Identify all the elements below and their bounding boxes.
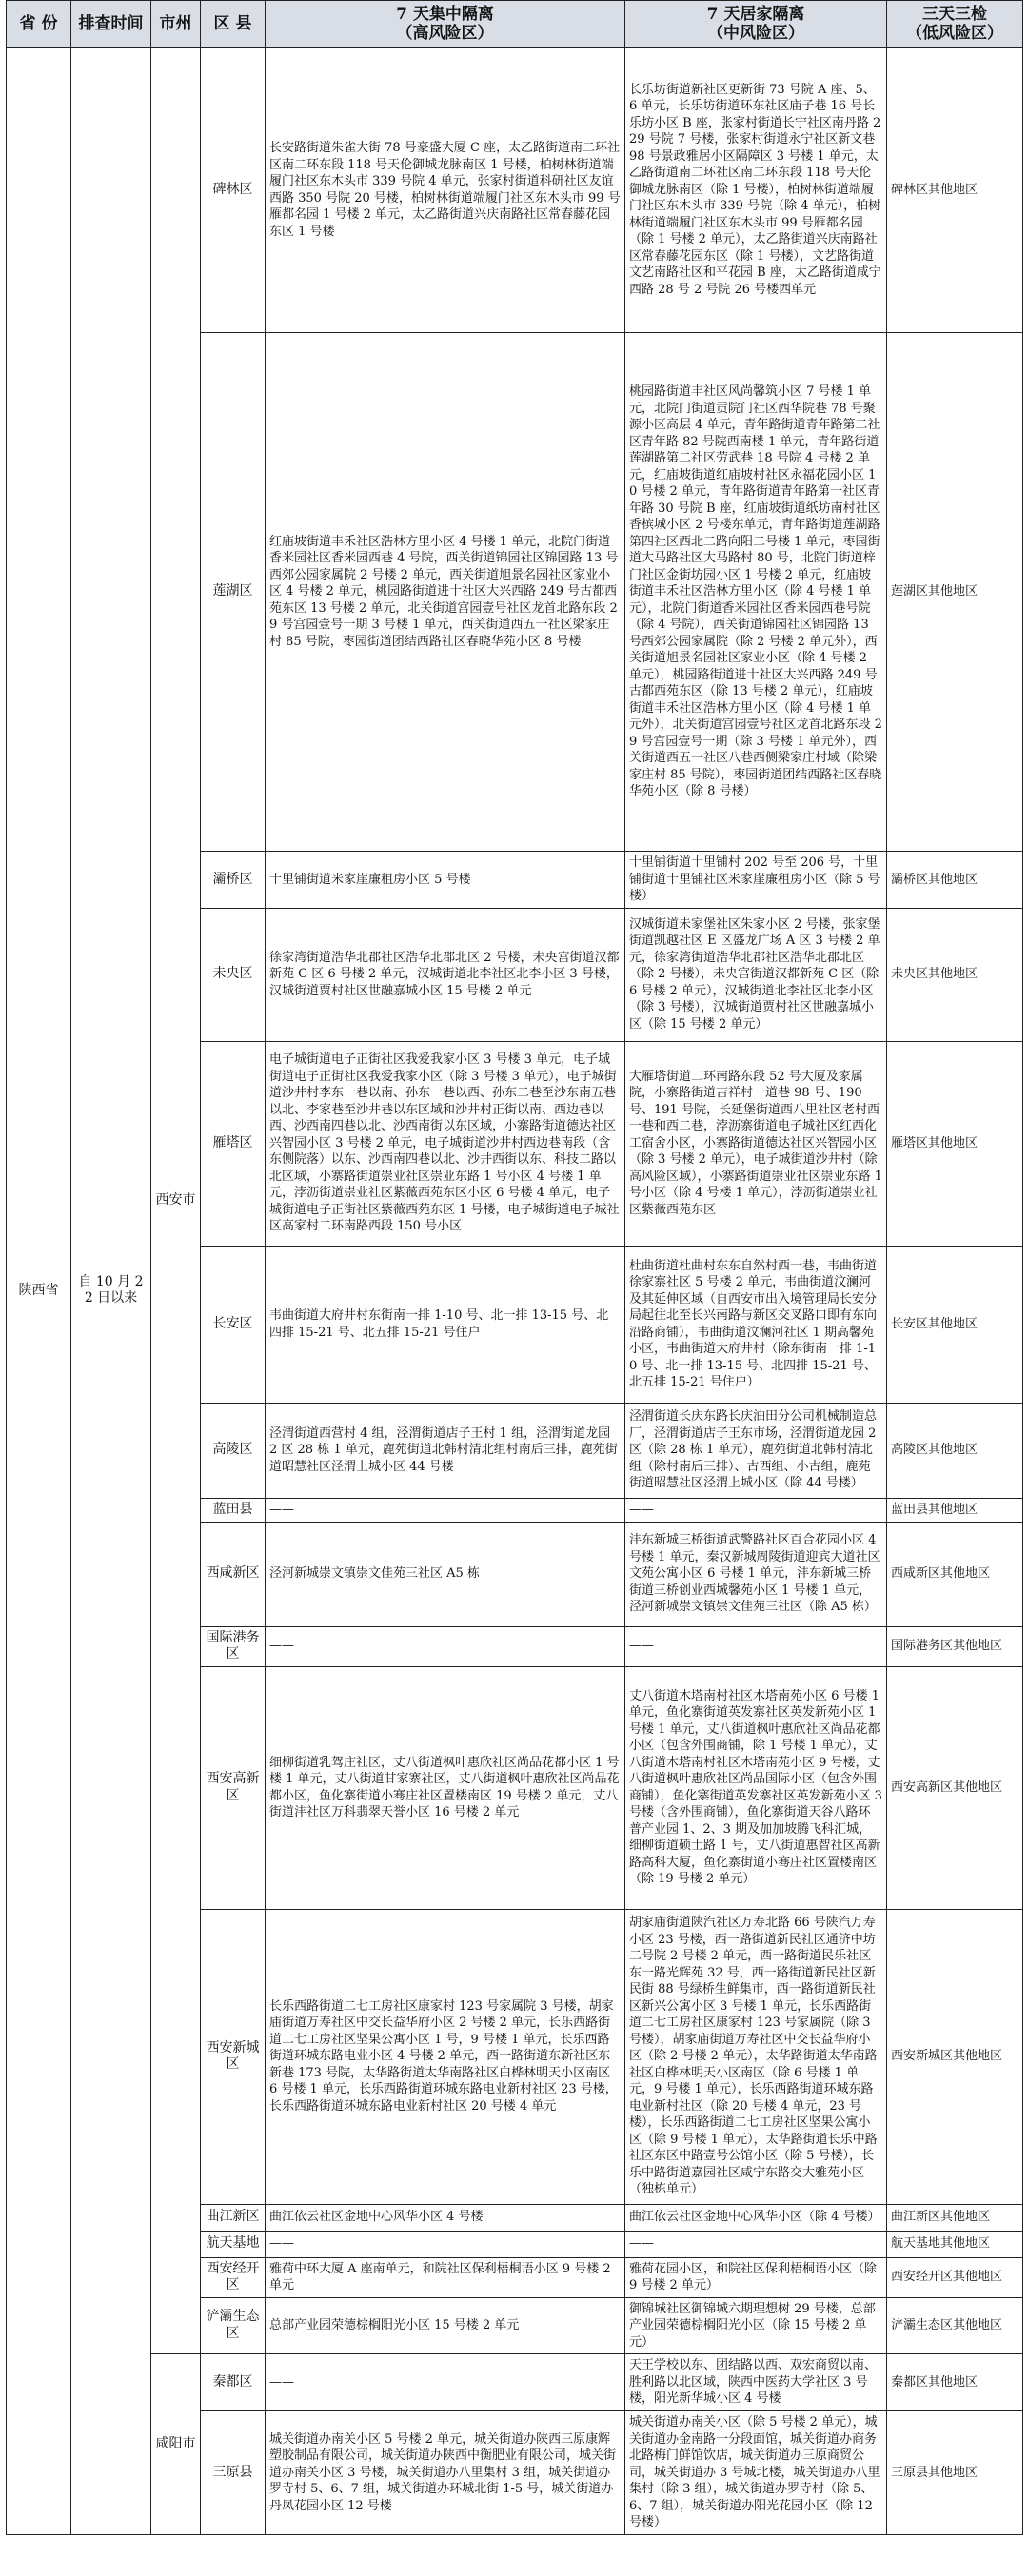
risk-area-table: [6, 0, 1023, 2535]
mid-risk-cell: 沣东新城三桥街道武警路社区百合花园小区 4 号楼 1 单元，秦汉新城周陵街道迎宾大道社区文苑公寓小区 6 号楼 1 单元，沣东新城三桥街道三桥创业西城馨苑小区 1 号楼 1 单元，泾河新城崇文镇崇文佳苑三社区（除 A5 栋）: [625, 1522, 887, 1626]
high-risk-cell: 曲江依云社区金地中心风华小区 4 号楼: [266, 2204, 625, 2231]
time-cell: 自 10 月 22 日以来: [71, 48, 151, 2535]
mid-risk-cell: 大雁塔街道二环南路东段 52 号大厦及家属院，小寨路街道吉祥村一道巷 98 号、190 号、191 号院，长延堡街道西八里社区老村西一巷和西二巷，浡沥寨街道电子城社区红西化工宿舍小区，小寨路街道德达社区兴智园小区（除 3 号楼 2 单元），电子城街道沙井村（除高风险区域），小寨路街道崇业社区崇业东路 1 号小区（除 4 号楼 1 单元），浡沥街道崇业社区紫薇西苑东区: [625, 1041, 887, 1246]
header-low-risk-line1: 三天三检: [922, 5, 987, 24]
page: [6, 0, 1022, 2535]
mid-risk-cell: ——: [625, 2231, 887, 2257]
header-high-risk: [266, 1, 625, 48]
mid-risk-cell: 汉城街道未家堡社区朱家小区 2 号楼，张家堡街道凯越社区 E 区盛龙广场 A 区 3 号楼 2 单元，徐家湾街道浩华北郡社区浩华北郡北区（除 2 号楼），未央宫街道汉都新苑 C 区（除 6 号楼 2 单元），汉城街道北李社区北李小区（除 3 号楼），汉城街道贾村社区世融嘉城小区（除 15 号楼 2 单元）: [625, 908, 887, 1041]
mid-risk-cell: 丈八街道木塔南村社区木塔南苑小区 6 号楼 1 单元，鱼化寨街道英发寨社区英发新苑小区 1 号楼 1 单元，丈八街道枫叶惠欣社区尚品花都小区（包含外围商铺，除 1 号楼 1 单元），丈八街道木塔南村社区木塔南苑小区 9 号楼，丈八街道枫叶惠欣社区尚品国际小区（包含外围商铺），鱼化寨街道英发寨社区英发新苑小区 3 号楼（含外围商铺），鱼化寨街道天谷八路环普产业园 1、2、3 期及加加坡腾飞科汇城，细柳街道硕士路 1 号，丈八街道惠智社区高新路高科大厦，鱼化寨街道小骞庄社区置楼南区（除 19 号楼 2 单元）: [625, 1666, 887, 1909]
mid-risk-cell: 胡家庙街道陕汽社区万寿北路 66 号陕汽万寿小区 23 号楼，西一路街道新民社区通济中坊二号院 2 号楼 2 单元，西一路街道民乐社区东一路光辉苑 32 号，西一路街道新民社区新民街 88 号绿桥生鲜集市，西一路街道新民社区新兴公寓小区 3 号楼 1 单元，长乐西路街道二七工房社区康家村 123 号家属院（除 3 号楼），胡家庙街道万寿社区中交长益华府小区（除 2 号楼 2 单元），太华路街道太华南路社区白桦林明天小区南区（除 6 号楼 1 单元，9 号楼 1 单元），长乐西路街道环城东路电业新村社区（除 20 号楼 4 单元，23 号楼），长乐西路街道二七工房社区坚果公寓小区（除 9 号楼 1 单元），太华路街道长乐中路社区东区中路壹号公馆小区（除 5 号楼），长乐中路街道嘉园社区咸宁东路交大雅苑小区（独栋单元）: [625, 1909, 887, 2204]
low-risk-cell: 碑林区其他地区: [887, 48, 1023, 333]
high-risk-cell: 长乐西路街道二七工房社区康家村 123 号家属院 3 号楼，胡家庙街道万寿社区中交长益华府小区 2 号楼 2 单元，长乐西路街道二七工房社区坚果公寓小区 1 号，9 号楼 1 单元，长乐西路街道环城东路电业小区 4 号楼 2 单元，西一路街道东新社区东新巷 173 号院，太华路街道太华南路社区白桦林明天小区南区 6 号楼 1 单元，长乐西路街道环城东路电业新村社区 23 号楼，长乐西路街道环城东路电业新村社区 20 号楼 4 单元: [266, 1909, 625, 2204]
mid-risk-cell: ——: [625, 1498, 887, 1522]
mid-risk-cell: 御锦城社区御锦城六期理想树 29 号楼，总部产业园荣德棕榈阳光小区（除 15 号楼 2 单元）: [625, 2297, 887, 2354]
header-city: 市州: [151, 1, 201, 48]
mid-risk-cell: 长乐坊街道新社区更新街 73 号院 A 座、5、6 单元，长乐坊街道环东社区庙子巷 16 号长乐坊小区 B 座，张家村街道长宁社区南丹路 229 号院 7 号楼，张家村街道永宁社区新文巷 98 号景政雅居小区隔障区 3 号楼 1 单元，太乙路街道南二环社区南二环东段 118 号天伦御城龙脉南区（除 1 号楼），柏树林街道端履门社区东木头市 339 号院（除 4 单元），柏树林街道端履门社区东木头市 99 号雁都名园（除 1 号楼 2 单元），太乙路街道兴庆南路社区常春藤花园东区（除 1 号楼），文艺路街道文艺南路社区和平花园 B 座，太乙路街道咸宁西路 28 号 2 号院 26 号楼西单元: [625, 48, 887, 333]
table-row: [7, 48, 1023, 333]
header-high-risk-line1: 7 天集中隔离: [396, 5, 494, 24]
district-cell: 浐灞生态区: [201, 2297, 266, 2354]
header-mid-risk: [625, 1, 887, 48]
high-risk-cell: 十里铺街道米家崖廉租房小区 5 号楼: [266, 852, 625, 909]
high-risk-cell: 泾渭街道西营村 4 组，泾渭街道店子王村 1 组，泾渭街道龙园 2 区 28 栋 1 单元，鹿苑街道北韩村清北组村南后三排，鹿苑街道昭慧社区泾渭上城小区 44 号楼: [266, 1403, 625, 1498]
district-cell: 秦都区: [201, 2354, 266, 2411]
low-risk-cell: 高陵区其他地区: [887, 1403, 1023, 1498]
low-risk-cell: 西咸新区其他地区: [887, 1522, 1023, 1626]
high-risk-cell: 细柳街道乳驾庄社区，丈八街道枫叶惠欣社区尚品花都小区 1 号楼 1 单元，丈八街道甘家寨社区，丈八街道枫叶惠欣社区尚品花都小区，鱼化寨街道小骞庄社区置楼南区 19 号楼 2 单元，丈八街道沣社区万科翡翠天誉小区 16 号楼 2 单元: [266, 1666, 625, 1909]
district-cell: 碑林区: [201, 48, 266, 333]
header-low-risk-line2: （低风险区）: [906, 24, 1003, 43]
mid-risk-cell: 桃园路街道丰社区风尚馨筑小区 7 号楼 1 单元，北院门街道贡院门社区西华院巷 78 号聚源小区高层 4 单元，青年路街道青年路第二社区青年路 82 号院西南楼 1 单元，青年路街道莲湖路第二社区劳武巷 18 号院 4 号楼 2 单元，红庙坡街道红庙坡村社区永福花园小区 10 号楼 2 单元，青年路街道青年路第一社区青年路 30 号院 B 座，红庙坡街道纸坊南村社区香槟城小区 2 号楼东单元，青年路街道莲湖路第四社区西北二路向阳二号楼 1 单元，枣园街道大马路社区大马路村 80 号，北院门街道梓门社区金街坊园小区 1 号楼 2 单元，红庙坡街道丰禾社区浩林方里小区（除 4 号楼 1 单元），北院门街道香米园社区香米园西巷号院（除 4 号院），西关街道锦园社区锦园路 13 号西郊公园家属院（除 2 号楼 2 单元外），西关街道旭景名园社区家业小区（除 4 号楼 2 单元），桃园路街道进十社区大兴西路 249 号古都西苑东区（除 13 号楼 2 单元），红庙坡街道丰禾社区浩林方里小区（除 4 号楼 1 单元外），北关街道宫园壹号社区龙首北路东段 29 号宫园壹号一期（除 3 号楼 1 单元外），西关街道西五一社区八巷西侧梁家庄村域（除梁家庄村 85 号院），枣园街道团结西路社区春晓华苑小区（除 8 号楼）: [625, 333, 887, 852]
low-risk-cell: 莲湖区其他地区: [887, 333, 1023, 852]
district-cell: 灞桥区: [201, 852, 266, 909]
header-district: 区 县: [201, 1, 266, 48]
district-cell: 雁塔区: [201, 1041, 266, 1246]
low-risk-cell: 航天基地其他地区: [887, 2231, 1023, 2257]
high-risk-cell: 雅荷中环大厦 A 座南单元，和院社区保利梧桐语小区 9 号楼 2 单元: [266, 2257, 625, 2297]
district-cell: 未央区: [201, 908, 266, 1041]
district-cell: 高陵区: [201, 1403, 266, 1498]
mid-risk-cell: 城关街道办南关小区（除 5 号楼 2 单元），城关街道办金南路一分段面馆，城关街道办商务北路梅门鲜馆饮店，城关街道办三原商贸公司，城关街道办 3 号城北楼，城关街道办八里集村（除 3 组），城关街道办罗寺村（除 5、6、7 组），城关街道办阳光花园小区（除 12 号楼）: [625, 2411, 887, 2535]
mid-risk-cell: 曲江依云社区金地中心风华小区（除 4 号楼）: [625, 2204, 887, 2231]
header-high-risk-line2: （高风险区）: [396, 24, 494, 43]
header-time: 排查时间: [71, 1, 151, 48]
low-risk-cell: 长安区其他地区: [887, 1246, 1023, 1403]
high-risk-cell: 城关街道办南关小区 5 号楼 2 单元，城关街道办陕西三原康辉塑胶制品有限公司，城关街道办陕西中衡肥业有限公司，城关街道办南关小区 3 号楼，城关街道办八里集村 3 组，城关街道办罗寺村 5、6、7 组，城关街道办环城北街 1-5 号，城关街道办丹凤花园小区 12 号楼: [266, 2411, 625, 2535]
low-risk-cell: 西安经开区其他地区: [887, 2257, 1023, 2297]
low-risk-cell: 曲江新区其他地区: [887, 2204, 1023, 2231]
district-cell: 国际港务区: [201, 1626, 266, 1666]
table-row: [7, 2354, 1023, 2411]
low-risk-cell: 灞桥区其他地区: [887, 852, 1023, 909]
district-cell: 西安高新区: [201, 1666, 266, 1909]
high-risk-cell: ——: [266, 1626, 625, 1666]
mid-risk-cell: ——: [625, 1626, 887, 1666]
low-risk-cell: 雁塔区其他地区: [887, 1041, 1023, 1246]
district-cell: 西咸新区: [201, 1522, 266, 1626]
low-risk-cell: 秦都区其他地区: [887, 2354, 1023, 2411]
district-cell: 航天基地: [201, 2231, 266, 2257]
district-cell: 莲湖区: [201, 333, 266, 852]
district-cell: 三原县: [201, 2411, 266, 2535]
high-risk-cell: ——: [266, 1498, 625, 1522]
high-risk-cell: 电子城街道电子正街社区我爱我家小区 3 号楼 3 单元，电子城街道电子正街社区我爱我家小区（除 3 号楼 3 单元），电子城街道沙井村李东一巷以南、孙东一巷以西、孙东二巷至沙东南五巷以北、李家巷至沙井巷以东区域和沙井村正街以南、西边巷以西、沙西南四巷以北、沙西南街以东区域，小寨路街道德达社区兴智园小区 3 号楼 2 单元，电子城街道沙井村西边巷南段（含东侧院落）以东、沙西南四巷以北、沙井西街以东、科技二路以北区域，小寨路街道崇业社区崇业东路 1 号小区 4 号楼 1 单元，浡沥街道崇业社区紫薇西苑东区小区 6 号楼 4 单元，电子城街道电子正街社区紫薇西苑东区 1 号楼，电子城街道电子城社区高家村二环南路西段 150 号小区: [266, 1041, 625, 1246]
district-cell: 西安新城区: [201, 1909, 266, 2204]
high-risk-cell: 泾河新城崇文镇崇文佳苑三社区 A5 栋: [266, 1522, 625, 1626]
district-cell: 蓝田县: [201, 1498, 266, 1522]
mid-risk-cell: 杜曲街道杜曲村东东自然村西一巷，韦曲街道徐家寨社区 5 号楼 2 单元，韦曲街道汶澜河及其延伸区域（自西安市出入境管理局长安分局起往北至长兴南路与新区交叉路口即有东向沿路商铺），韦曲街道汶澜河社区 1 期高馨苑小区，韦曲街道大府井村（除东街南一排 1-10 号、北一排 13-15 号、北四排 15-21 号、北五排 15-21 号住户）: [625, 1246, 887, 1403]
high-risk-cell: ——: [266, 2231, 625, 2257]
district-cell: 西安经开区: [201, 2257, 266, 2297]
header-mid-risk-line1: 7 天居家隔离: [706, 5, 805, 24]
high-risk-cell: 韦曲街道大府井村东街南一排 1-10 号、北一排 13-15 号、北四排 15-21 号、北五排 15-21 号住户: [266, 1246, 625, 1403]
low-risk-cell: 浐灞生态区其他地区: [887, 2297, 1023, 2354]
high-risk-cell: 红庙坡街道丰禾社区浩林方里小区 4 号楼 1 单元，北院门街道香米园社区香米园西巷 4 号院，西关街道锦园社区锦园路 13 号西郊公园家属院 2 号楼 2 单元，西关街道旭景名园社区家业小区 4 号楼 2 单元，桃园路街道进十社区大兴西路 249 号古都西苑东区 13 号楼 2 单元，北关街道宫园壹号社区龙首北路东段 29 号宫园壹号一期 3 号楼 1 单元，西关街道西五一社区梁家庄村 85 号院，枣园街道团结西路社区春晓华苑小区 8 号楼: [266, 333, 625, 852]
district-cell: 曲江新区: [201, 2204, 266, 2231]
table-body: [7, 48, 1023, 2535]
mid-risk-cell: 天王学校以东、团结路以西、双宏商贸以南、胜利路以北区域，陕西中医药大学社区 3 号楼，阳光新华城小区 4 号楼: [625, 2354, 887, 2411]
low-risk-cell: 未央区其他地区: [887, 908, 1023, 1041]
city-cell-xianyang: 咸阳市: [151, 2354, 201, 2535]
low-risk-cell: 西安新城区其他地区: [887, 1909, 1023, 2204]
low-risk-cell: 蓝田县其他地区: [887, 1498, 1023, 1522]
low-risk-cell: 三原县其他地区: [887, 2411, 1023, 2535]
table-header: [7, 1, 1023, 48]
low-risk-cell: 国际港务区其他地区: [887, 1626, 1023, 1666]
high-risk-cell: 总部产业园荣德棕榈阳光小区 15 号楼 2 单元: [266, 2297, 625, 2354]
mid-risk-cell: 泾渭街道长庆东路长庆油田分公司机械制造总厂，泾渭街道店子王东市场，泾渭街道龙园 2 区（除 28 栋 1 单元），鹿苑街道北韩村清北组（除村南后三排）、古西组、小古组，鹿苑街道昭慧社区泾渭上城小区（除 44 号楼）: [625, 1403, 887, 1498]
high-risk-cell: 长安路街道朱雀大街 78 号豪盛大厦 C 座，太乙路街道南二环社区南二环东段 118 号天伦御城龙脉南区 1 号楼，柏树林街道端履门社区东木头市 339 号院 4 单元，张家村街道科研社区友谊西路 350 号院 20 号楼，柏树林街道端履门社区东木头市 99 号雁都名园 1 号楼 2 单元，太乙路街道兴庆南路社区常春藤花园东区 1 号楼: [266, 48, 625, 333]
header-province: 省 份: [7, 1, 71, 48]
high-risk-cell: 徐家湾街道浩华北郡社区浩华北郡北区 2 号楼，未央宫街道汉都新苑 C 区 6 号楼 2 单元，汉城街道北李社区北李小区 3 号楼，汉城街道贾村社区世融嘉城小区 15 号楼 2 单元: [266, 908, 625, 1041]
city-cell-xian: 西安市: [151, 48, 201, 2354]
mid-risk-cell: 十里铺街道十里铺村 202 号至 206 号，十里铺街道十里铺社区米家崖廉租房小区（除 5 号楼）: [625, 852, 887, 909]
district-cell: 长安区: [201, 1246, 266, 1403]
header-mid-risk-line2: （中风险区）: [707, 24, 804, 43]
province-cell: 陕西省: [7, 48, 71, 2535]
header-low-risk: [887, 1, 1023, 48]
high-risk-cell: ——: [266, 2354, 625, 2411]
mid-risk-cell: 雅荷花园小区，和院社区保利梧桐语小区（除 9 号楼 2 单元）: [625, 2257, 887, 2297]
low-risk-cell: 西安高新区其他地区: [887, 1666, 1023, 1909]
